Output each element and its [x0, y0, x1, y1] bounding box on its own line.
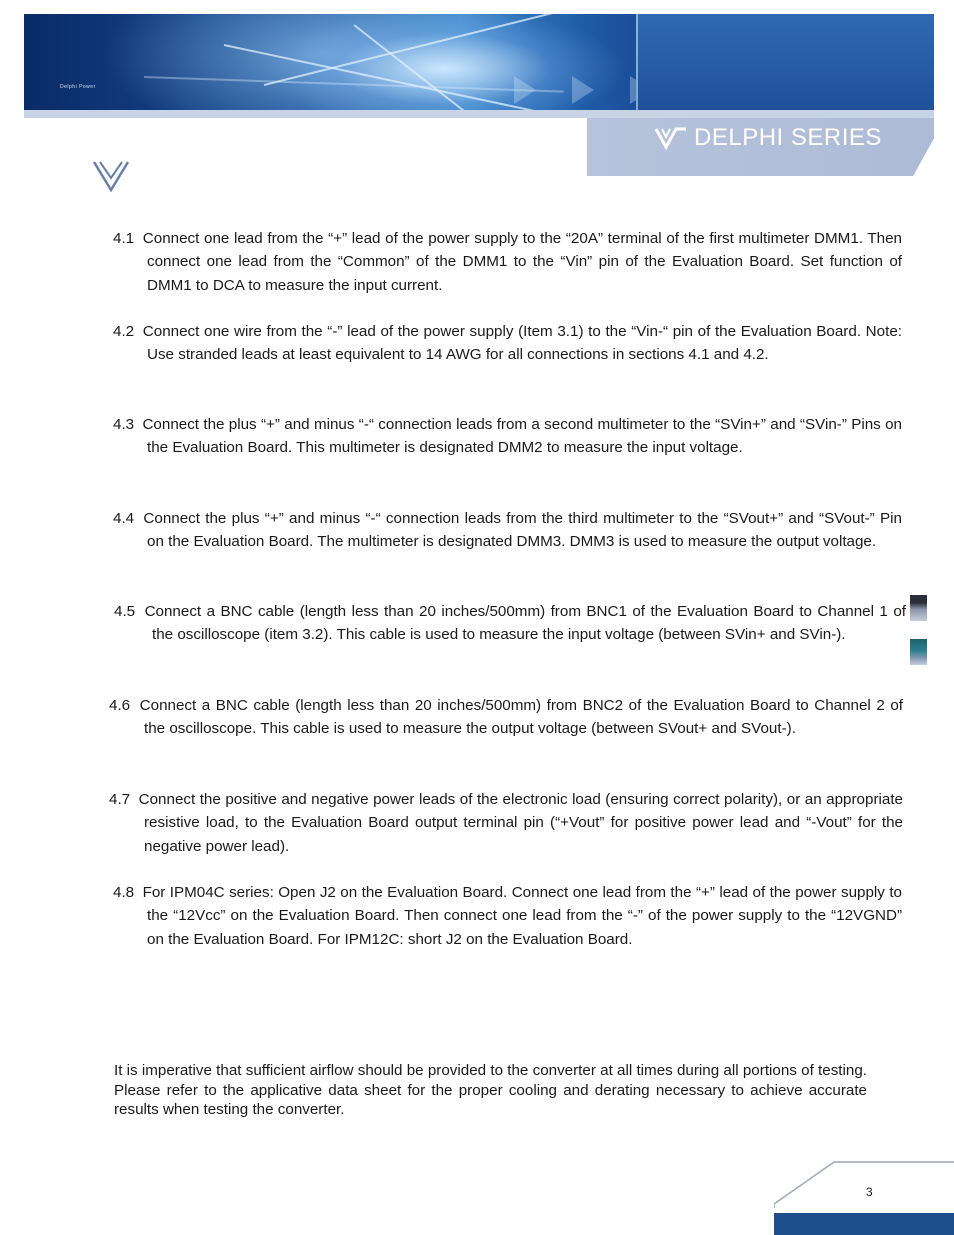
- footer-bar: [774, 1213, 954, 1235]
- arrow-decoration-icon: [514, 76, 536, 104]
- list-item: [113, 413, 902, 460]
- light-streak: [264, 14, 556, 86]
- step-number: 4.8: [113, 884, 135, 901]
- list-item: [113, 320, 902, 367]
- header-band: [24, 110, 934, 118]
- arrow-decoration-icon: [572, 76, 594, 104]
- series-logo: [654, 121, 914, 155]
- step-text: Connect a BNC cable (length less than 20 inches/500mm) from BNC2 of the Evaluation Board to Channel 2 of the oscilloscope. This cable is used to measure the output voltage (between SVout+ and SVout-).: [139, 697, 903, 738]
- step-number: 4.5: [114, 603, 136, 620]
- step-text: Connect one lead from the “+” lead of the power supply to the “20A” terminal of the first multimeter DMM1. Then connect one lead from the “Common” of the DMM1 to the “Vin” pin of the Evaluation Board. Set function of DMM1 to DCA to measure the input current.: [142, 230, 902, 294]
- chevron-down-icon: [92, 158, 130, 194]
- list-item: [113, 881, 902, 951]
- step-number: 4.3: [113, 416, 135, 433]
- step-number: 4.4: [113, 510, 135, 527]
- delphi-logo-icon: [654, 125, 688, 151]
- step-number: 4.2: [113, 323, 135, 340]
- step-text: Connect the plus “+” and minus “-“ connection leads from the third multimeter to the “SVout+” and “SVout-” Pin on the Evaluation Board. The multimeter is designated DMM3. DMM3 is used to measure the output voltage.: [143, 510, 902, 551]
- page-number: 3: [866, 1185, 873, 1199]
- step-text: Connect the positive and negative power leads of the electronic load (ensuring correct polarity), or an appropriate resistive load, to the Evaluation Board output terminal pin (“+Vout” for positive power lead and “-Vout” for the negative power lead).: [138, 791, 903, 855]
- step-number: 4.7: [109, 791, 131, 808]
- list-item: [109, 694, 903, 741]
- airflow-note: It is imperative that sufficient airflow should be provided to the converter at all times during all portions of testing. Please refer to the applicative data sheet for the proper cooling and derating necessary to achieve accurate results when testing the converter.: [114, 1062, 867, 1118]
- footer-decoration: [774, 1158, 954, 1210]
- step-number: 4.1: [113, 230, 135, 247]
- step-text: Connect the plus “+” and minus “-“ connection leads from a second multimeter to the “SVin+” and “SVin-” Pins on the Evaluation Board. This multimeter is designated DMM2 to measure the input voltage.: [142, 416, 902, 457]
- step-text: For IPM04C series: Open J2 on the Evaluation Board. Connect one lead from the “+” lead of the power supply to the “12Vcc” on the Evaluation Board. Then connect one lead from the “-” of the power supply to the “12VGND” on the Evaluation Board. For IPM12C: short J2 on the Evaluation Board.: [142, 884, 902, 948]
- series-title: DELPHI SERIES: [694, 124, 882, 151]
- light-streak: [144, 76, 564, 93]
- banner-label: Delphi Power: [60, 84, 96, 90]
- header-banner: [24, 14, 934, 118]
- step-number: 4.6: [109, 697, 131, 714]
- step-text: Connect one wire from the “-” lead of the power supply (Item 3.1) to the “Vin-“ pin of the Evaluation Board. Note: Use stranded leads at least equivalent to 14 AWG for all connections in sections 4.1 and 4.2.: [142, 323, 902, 364]
- list-item: [113, 227, 902, 297]
- side-tab-marker: [910, 595, 927, 621]
- list-item: [114, 600, 906, 647]
- list-item: [109, 788, 903, 858]
- banner-panel: [636, 14, 934, 118]
- step-text: Connect a BNC cable (length less than 20 inches/500mm) from BNC1 of the Evaluation Board to Channel 1 of the oscilloscope (item 3.2). This cable is used to measure the input voltage (between SVin+ and SVin-).: [144, 603, 906, 644]
- light-streak: [353, 24, 512, 118]
- side-tab-marker: [910, 639, 927, 665]
- list-item: [113, 507, 902, 554]
